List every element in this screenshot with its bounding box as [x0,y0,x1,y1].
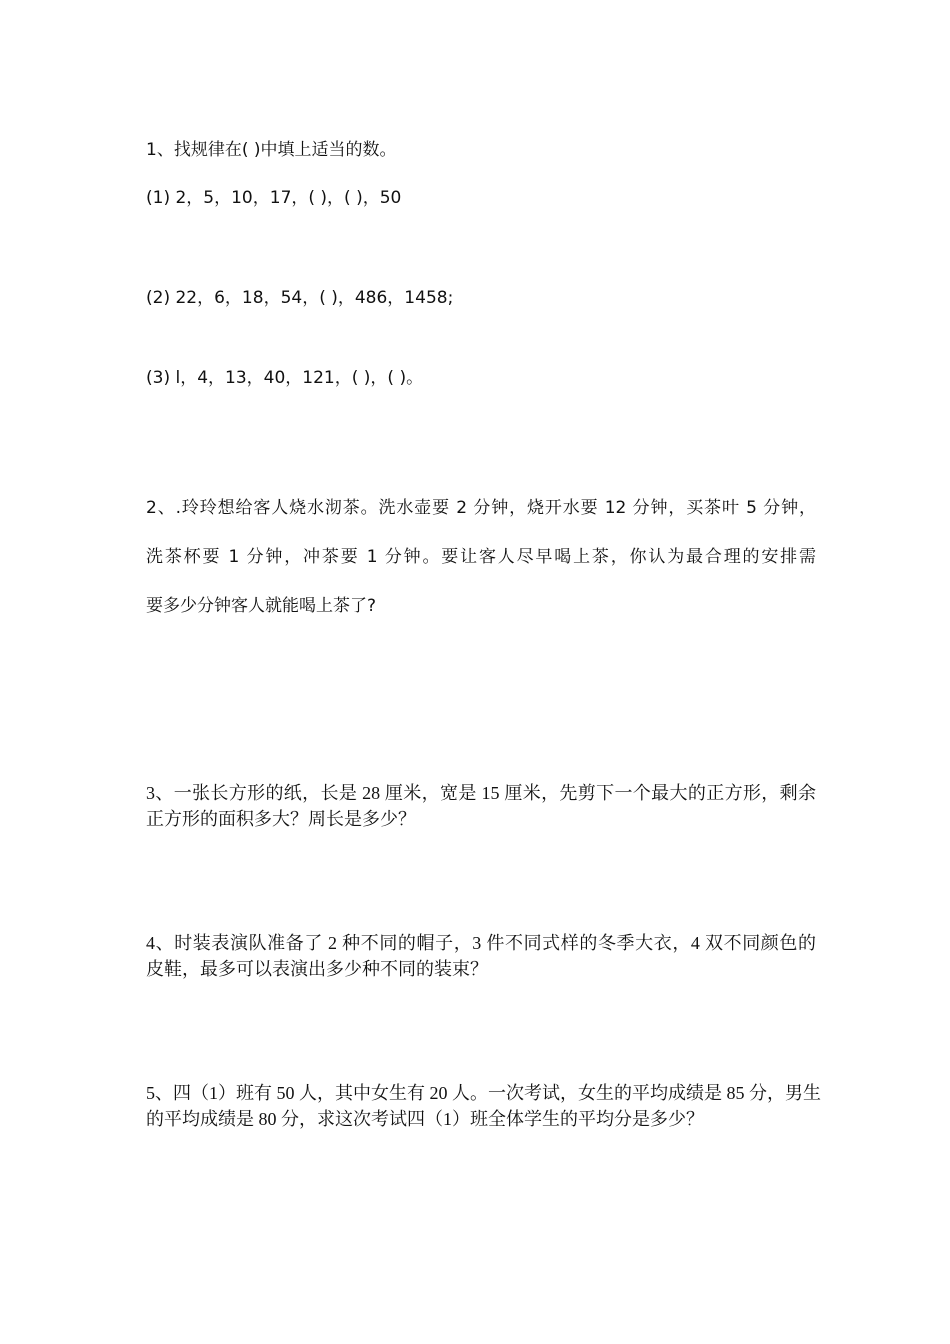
q3-line-2: 正方形的面积多大？周长是多少？ [146,809,416,829]
q1-item-3: (3) l，4，13，40，121，( )，( )。 [146,368,424,388]
q1-title: 1、找规律在( )中填上适当的数。 [146,140,397,160]
q2-line-2: 洗茶杯要 1 分钟，冲茶要 1 分钟。要让客人尽早喝上茶，你认为最合理的安排需 [146,547,816,567]
q3-line-1: 3、一张长方形的纸，长是 28 厘米，宽是 15 厘米，先剪下一个最大的正方形，剩余 [146,783,816,803]
q5-line-1: 5、四（1）班有 50 人，其中女生有 20 人。一次考试，女生的平均成绩是 85 分，男生 [146,1083,821,1103]
q4-line-2: 皮鞋，最多可以表演出多少种不同的装束？ [146,959,488,979]
q1-item-1: (1) 2，5，10，17，( )，( )，50 [146,188,402,208]
q4-line-1: 4、时装表演队准备了 2 种不同的帽子，3 件不同式样的冬季大衣，4 双不同颜色的 [146,933,816,953]
q2-line-1: 2、.玲玲想给客人烧水沏茶。洗水壶要 2 分钟，烧开水要 12 分钟，买茶叶 5 分钟， [146,498,816,518]
q2-line-3: 要多少分钟客人就能喝上茶了? [146,596,377,616]
q5-line-2: 的平均成绩是 80 分，求这次考试四（1）班全体学生的平均分是多少？ [146,1109,704,1129]
q1-item-2: (2) 22，6，18，54，( )，486，1458; [146,288,454,308]
